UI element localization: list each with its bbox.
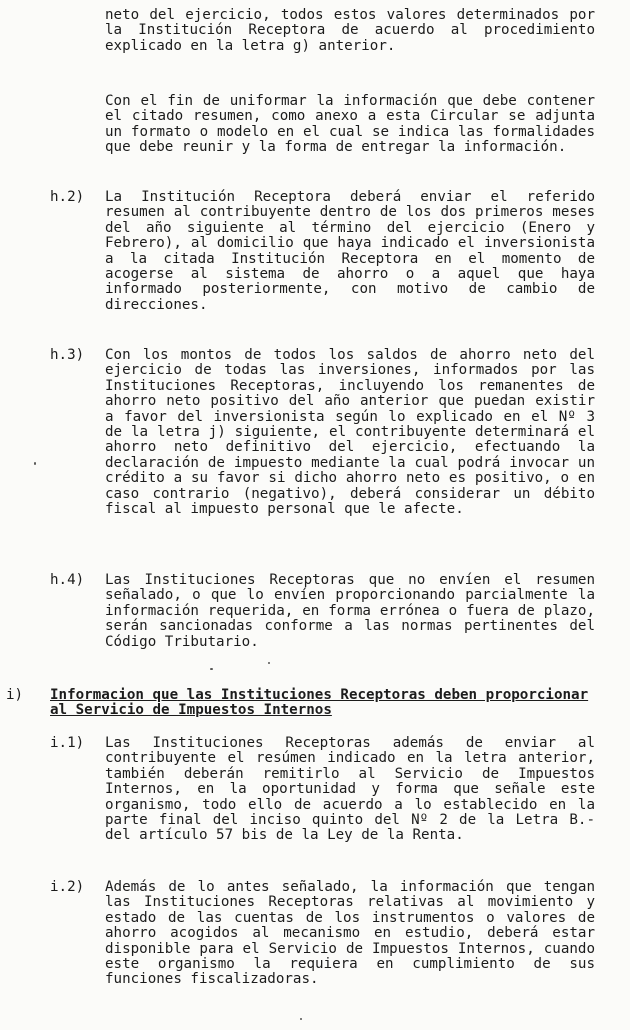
item-i1-text: Las Instituciones Receptoras además de enviar al contribuyente el resúmen indicado en la letra anterior, también deberán remitirlo al Servicio de Impuestos Internos, en la oportunidad y forma que señale este organismo, todo ello de acuerdo a lo establecido en la parte final del inciso quinto del Nº 2 de la Letra B.- del artículo 57 bis de la Ley de la Renta. bbox=[105, 735, 595, 844]
scan-speck bbox=[34, 462, 36, 465]
section-i-heading: Informacion que las Instituciones Receptoras deben proporcionar al Servicio de Impuestos Internos bbox=[50, 687, 589, 719]
item-label-h4: h.4) bbox=[50, 572, 85, 588]
item-h3-text: Con los montos de todos los saldos de ahorro neto del ejercicio de todas las inversiones, informados por las Instituciones Receptoras, incluyendo los remanentes de ahorro neto positivo del año anterior que puedan existir a favor del inversionista según lo explicado en el Nº 3 de la letra j) siguiente, el contribuyente determinará el ahorro neto definitivo del ejercicio, efectuando la declaración de impuesto mediante la cual podrá invocar un crédito a su favor si dicho ahorro neto es positivo, o en caso contrario (negativo), deberá considerar un débito fiscal al impuesto personal que le afecte. bbox=[105, 347, 595, 518]
item-label-h2: h.2) bbox=[50, 189, 85, 205]
section-i-heading-block bbox=[50, 688, 595, 719]
item-i2-block bbox=[105, 880, 595, 988]
item-label-i2: i.2) bbox=[50, 879, 85, 895]
item-h2-text: La Institución Receptora deberá enviar el referido resumen al contribuyente dentro de los dos primeros meses del año siguiente al término del ejercicio (Enero y Febrero), al domicilio que haya indicado el inversionista a la citada Institución Receptora en el momento de acogerse al sistema de ahorro o a aquel que haya informado posteriormente, con motivo de cambio de direcciones. bbox=[105, 189, 595, 313]
item-h2-block bbox=[105, 190, 595, 313]
item-i1-block bbox=[105, 736, 595, 844]
item-h3-block bbox=[105, 348, 595, 517]
item-label-h3: h.3) bbox=[50, 347, 85, 363]
intro-paragraph-block bbox=[105, 94, 595, 156]
item-h4-block bbox=[105, 573, 595, 650]
scan-speck bbox=[210, 668, 213, 670]
item-h4-text: Las Instituciones Receptoras que no envíen el resumen señalado, o que lo envíen proporcionando parcialmente la información requerida, en forma errónea o fuera de plazo, serán sancionadas conforme a las normas pertinentes del Código Tributario. bbox=[105, 572, 595, 650]
scan-speck bbox=[268, 662, 270, 664]
item-i2-text: Además de lo antes señalado, la información que tengan las Instituciones Receptoras relativas al movimiento y estado de las cuentas de los instrumentos o valores de ahorro acogidos al mecanismo en estudio, deberá estar disponible para el Servicio de Impuestos Internos, cuando este organismo la requiera en cumplimiento de sus funciones fiscalizadoras. bbox=[105, 879, 595, 988]
intro-continuation-text: neto del ejercicio, todos estos valores determinados por la Institución Receptora de acuerdo al procedimiento explicado en la letra g) anterior. bbox=[105, 7, 595, 54]
item-label-i1: i.1) bbox=[50, 735, 85, 751]
scan-speck bbox=[300, 1018, 302, 1020]
section-label-i: i) bbox=[6, 687, 24, 703]
intro-paragraph-text: Con el fin de uniformar la información que debe contener el citado resumen, como anexo a esta Circular se adjunta un formato o modelo en el cual se indica las formalidades que debe reunir y la forma de entregar la información. bbox=[105, 93, 595, 156]
intro-continuation-block bbox=[105, 8, 595, 54]
